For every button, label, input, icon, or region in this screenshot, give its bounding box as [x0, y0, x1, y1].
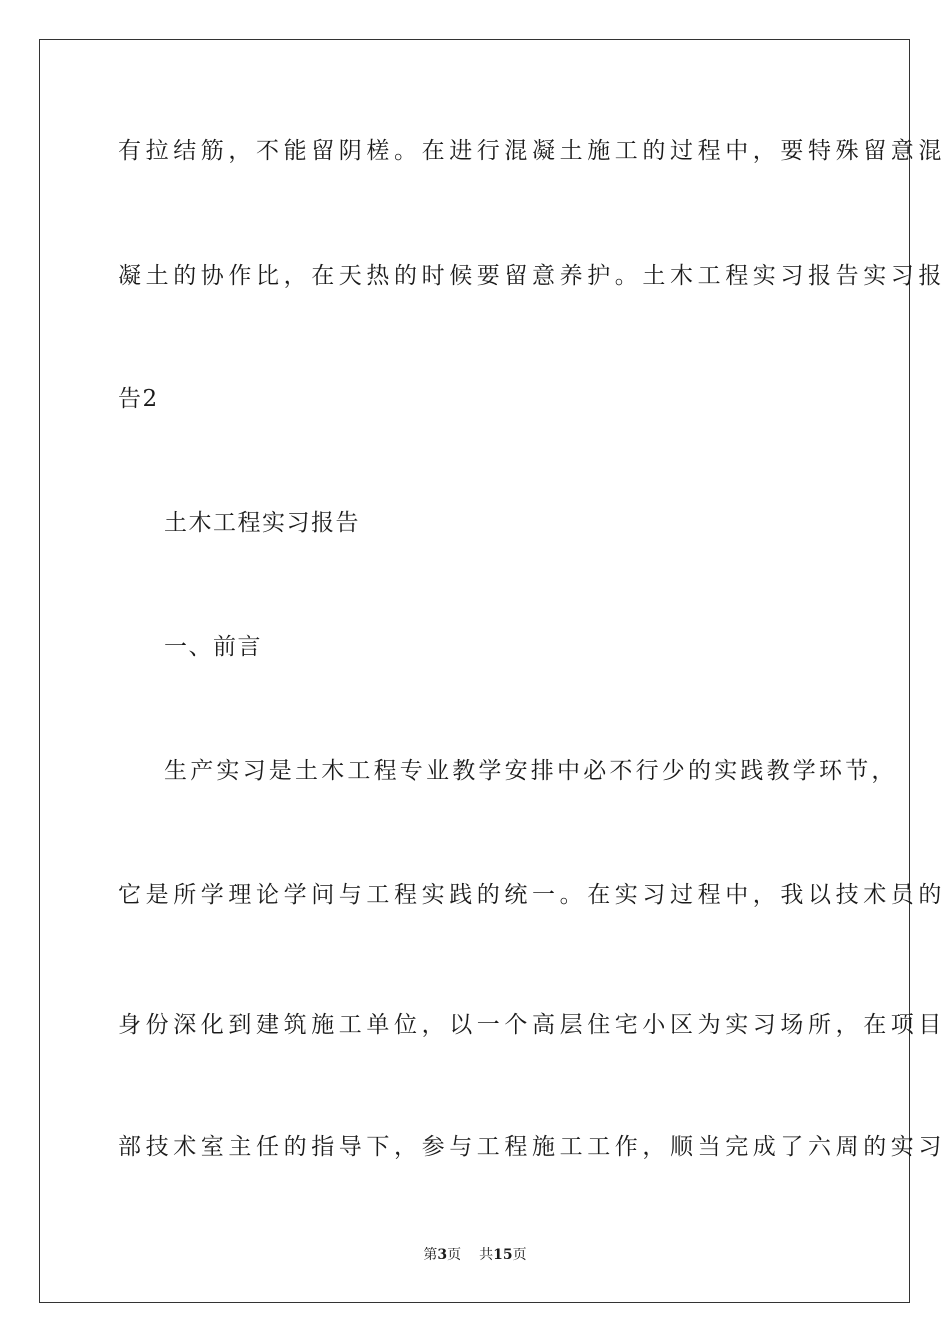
- report-title: 土木工程实习报告: [164, 510, 360, 536]
- body-line-7: 它是所学理论学问与工程实践的统一。在实习过程中，我以技术员的: [118, 882, 946, 908]
- body-line-3: 告2: [118, 386, 159, 412]
- body-line-9: 部技术室主任的指导下，参与工程施工工作，顺当完成了六周的实习: [118, 1134, 946, 1160]
- section-heading-preface: 一、前言: [164, 634, 262, 660]
- footer-total-suffix: 页: [512, 1247, 527, 1263]
- body-line-1: 有拉结筋，不能留阴槎。在进行混凝土施工的过程中，要特殊留意混: [118, 138, 946, 164]
- page-border: [39, 39, 946, 1303]
- footer-page-prefix: 第: [423, 1247, 438, 1263]
- body-line-6: 生产实习是土木工程专业教学安排中必不行少的实践教学环节，: [164, 758, 898, 784]
- body-line-8: 身份深化到建筑施工单位，以一个高层住宅小区为实习场所，在项目: [118, 1012, 946, 1038]
- footer-total-prefix: 共: [479, 1247, 494, 1263]
- footer-page-suffix: 页: [447, 1247, 462, 1263]
- body-line-2: 凝土的协作比，在天热的时候要留意养护。土木工程实习报告实习报: [118, 263, 946, 289]
- footer-page-total: 15: [493, 1247, 513, 1263]
- page-footer: [0, 1246, 950, 1264]
- footer-page-current: 3: [437, 1247, 448, 1263]
